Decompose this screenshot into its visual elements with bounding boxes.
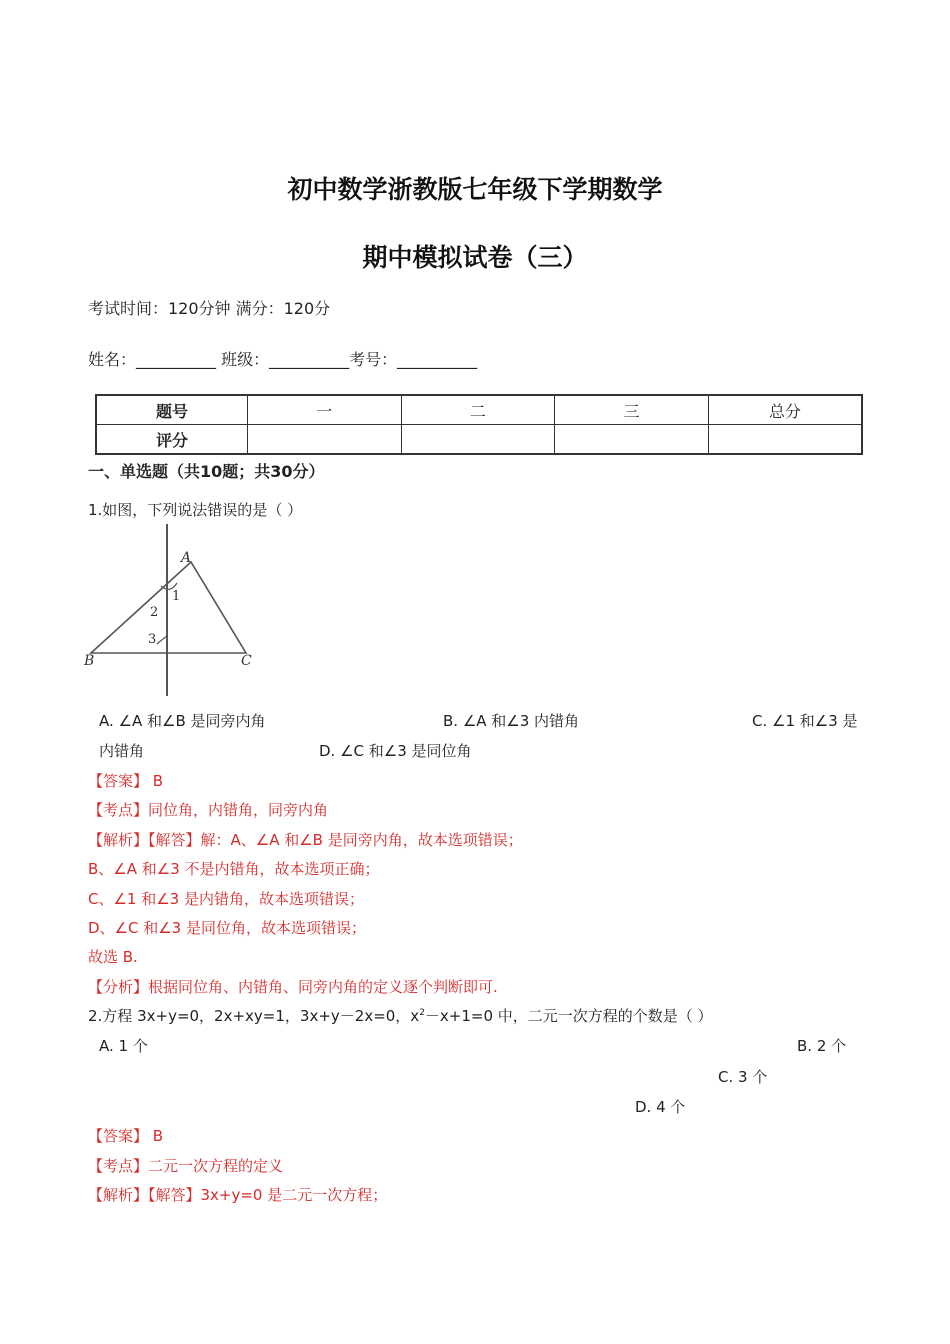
document-title-line2: 期中模拟试卷（三） <box>362 243 588 272</box>
q2-option-d: D. 4 个 <box>635 1098 686 1116</box>
score-table-cell: 题号 <box>96 395 248 425</box>
q1-choose: 故选 B. <box>88 948 138 966</box>
score-table-cell: 一 <box>248 395 402 425</box>
q1-option-d: D. ∠C 和∠3 是同位角 <box>319 742 472 760</box>
q2-kaodian: 【考点】二元一次方程的定义 <box>88 1157 284 1175</box>
q1-answer: 【答案】 B <box>88 772 164 790</box>
q1-kaodian: 【考点】同位角，内错角，同旁内角 <box>88 801 329 819</box>
score-table-cell: 总分 <box>708 395 862 425</box>
label-b: B <box>84 653 95 669</box>
angle-3-arc <box>157 636 167 644</box>
score-table-cell <box>401 425 555 455</box>
q1-option-c-continued: 内错角 <box>99 742 145 760</box>
student-info: 姓名：__________ 班级：__________考号：__________ <box>88 350 478 369</box>
q1-option-a: A. ∠A 和∠B 是同旁内角 <box>99 712 266 730</box>
q2-answer: 【答案】 B <box>88 1127 164 1145</box>
score-table-cell <box>708 425 862 455</box>
score-table-header-row <box>96 395 862 425</box>
q1-figure <box>84 520 264 700</box>
q2-option-a: A. 1 个 <box>99 1037 148 1055</box>
q2-stem-text: 2.方程 3x+y=0，2x+xy=1，3x+y－2x=0，x <box>88 1007 420 1025</box>
score-table-cell: 二 <box>401 395 555 425</box>
q2-option-c: C. 3 个 <box>718 1068 768 1086</box>
q1-option-c: C. ∠1 和∠3 是 <box>752 712 858 730</box>
label-angle-1: 1 <box>172 589 181 604</box>
section-heading: 一、单选题（共10题；共30分） <box>88 462 325 481</box>
q1-option-b: B. ∠A 和∠3 内错角 <box>443 712 580 730</box>
score-table-score-row <box>96 425 862 455</box>
q2-stem <box>88 1005 713 1026</box>
score-table-cell: 评分 <box>96 425 248 455</box>
q1-fenxi: 【分析】根据同位角、内错角、同旁内角的定义逐个判断即可. <box>88 978 498 996</box>
q2-option-b: B. 2 个 <box>797 1037 847 1055</box>
score-table-cell: 三 <box>555 395 709 425</box>
q2-jiexi: 【解析】【解答】3x+y=0 是二元一次方程； <box>88 1186 388 1204</box>
q2-stem-exponent: 2 <box>419 1008 425 1018</box>
exam-info: 考试时间：120分钟 满分：120分 <box>88 299 331 318</box>
q1-explanation-c: C、∠1 和∠3 是内错角，故本选项错误； <box>88 890 364 908</box>
label-a: A <box>181 550 192 566</box>
triangle-abc <box>91 562 246 653</box>
q1-jiexi: 【解析】【解答】解：A、∠A 和∠B 是同旁内角，故本选项错误； <box>88 831 523 849</box>
label-angle-2: 2 <box>150 605 159 620</box>
label-angle-3: 3 <box>148 632 157 647</box>
q1-stem: 1.如图，下列说法错误的是（ ） <box>88 501 303 519</box>
q2-stem-text-rest: －x+1=0 中，二元一次方程的个数是（ ） <box>424 1007 713 1025</box>
score-table-cell <box>248 425 402 455</box>
label-c: C <box>241 653 252 669</box>
q1-explanation-b: B、∠A 和∠3 不是内错角，故本选项正确； <box>88 860 380 878</box>
q1-explanation-d: D、∠C 和∠3 是同位角，故本选项错误； <box>88 919 366 937</box>
score-table-cell <box>555 425 709 455</box>
document-title-line1: 初中数学浙教版七年级下学期数学 <box>287 175 663 204</box>
score-table <box>95 394 863 455</box>
